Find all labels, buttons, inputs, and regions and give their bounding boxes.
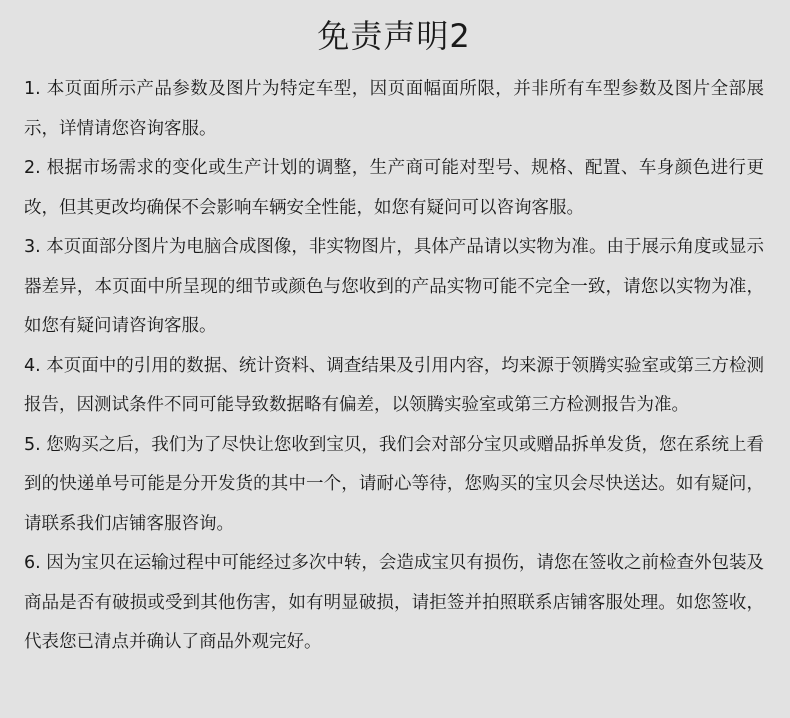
disclaimer-item-6: 6. 因为宝贝在运输过程中可能经过多次中转，会造成宝贝有损伤，请您在签收之前检查外包装及商品是否有破损或受到其他伤害，如有明显破损，请拒签并拍照联系店铺客服处理。如您签收，代表您已清点并确认了商品外观完好。 xyxy=(24,553,764,652)
disclaimer-item-1: 1. 本页面所示产品参数及图片为特定车型，因页面幅面所限，并非所有车型参数及图片全部展示，详情请您咨询客服。 xyxy=(24,79,764,139)
disclaimer-list xyxy=(24,70,764,663)
disclaimer-item-3: 3. 本页面部分图片为电脑合成图像，非实物图片，具体产品请以实物为准。由于展示角度或显示器差异，本页面中所呈现的细节或颜色与您收到的产品实物可能不完全一致，请您以实物为准，如您有疑问请咨询客服。 xyxy=(24,237,764,336)
page-title: 免责声明2 xyxy=(317,17,471,55)
disclaimer-item-2: 2. 根据市场需求的变化或生产计划的调整，生产商可能对型号、规格、配置、车身颜色进行更改，但其更改均确保不会影响车辆安全性能，如您有疑问可以咨询客服。 xyxy=(24,158,764,218)
disclaimer-item-5: 5. 您购买之后，我们为了尽快让您收到宝贝，我们会对部分宝贝或赠品拆单发货，您在系统上看到的快递单号可能是分开发货的其中一个，请耐心等待，您购买的宝贝会尽快送达。如有疑问，请联系我们店铺客服咨询。 xyxy=(24,434,764,534)
disclaimer-item-4: 4. 本页面中的引用的数据、统计资料、调查结果及引用内容，均来源于领腾实验室或第三方检测报告，因测试条件不同可能导致数据略有偏差，以领腾实验室或第三方检测报告为准。 xyxy=(24,355,764,415)
